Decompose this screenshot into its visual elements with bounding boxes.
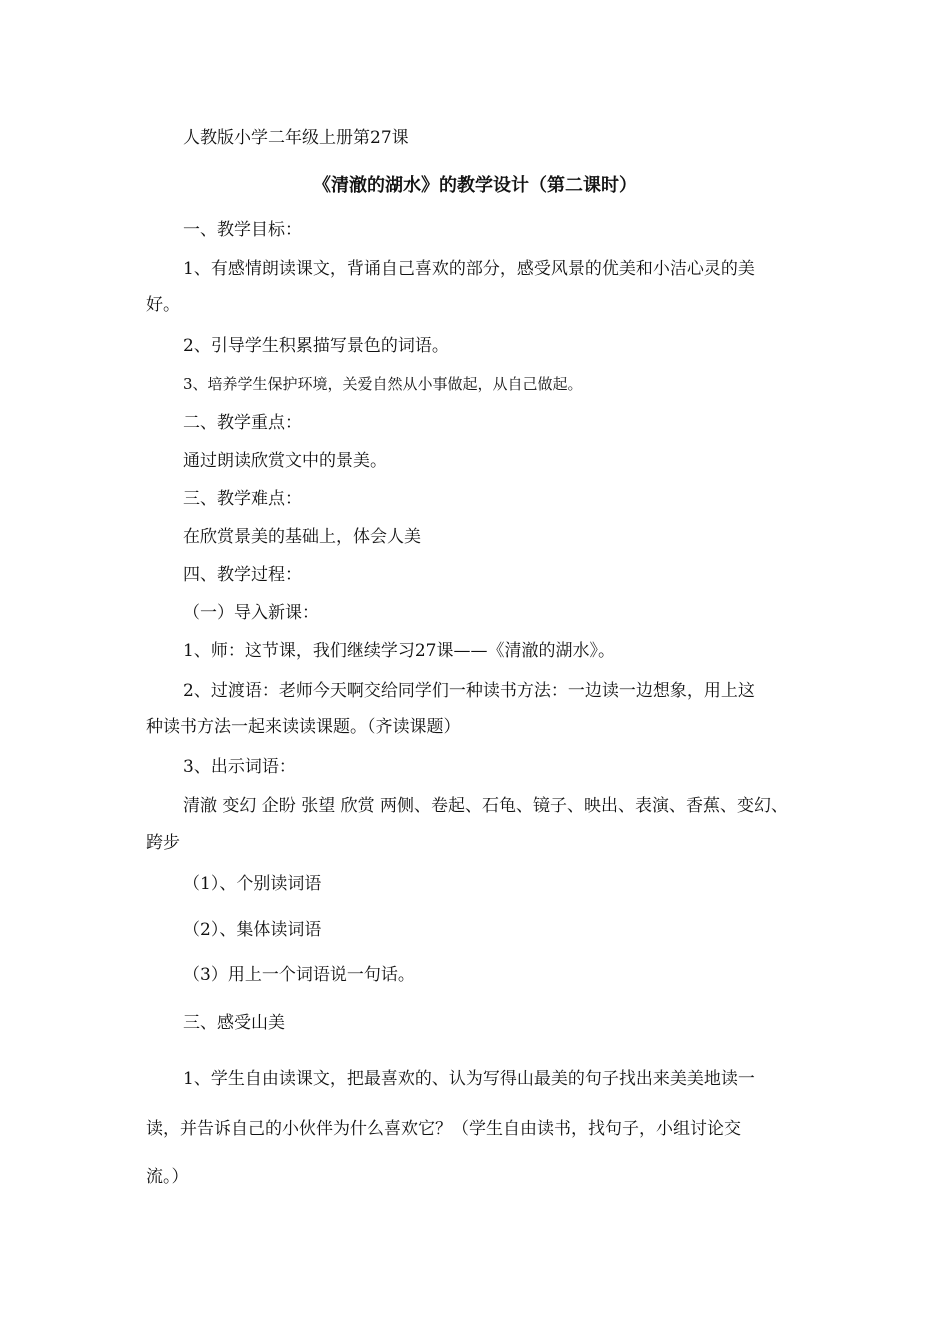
process-heading: 四、教学过程： <box>183 565 302 585</box>
key-heading: 二、教学重点： <box>183 413 302 433</box>
doc-header: 人教版小学二年级上册第27课 <box>183 128 409 148</box>
goals-heading: 一、教学目标： <box>183 220 302 240</box>
intro-step-3: 3、出示词语： <box>183 757 296 777</box>
paragraph-1-line-2: 读，并告诉自己的小伙伴为什么喜欢它？（学生自由读书，找句子，小组讨论交 <box>146 1119 741 1139</box>
goal-2: 2、引导学生积累描写景色的词语。 <box>183 336 449 356</box>
paragraph-1-line-3: 流。） <box>146 1167 189 1187</box>
read-step-3: （3）用上一个词语说一句话。 <box>183 965 415 985</box>
goal-1-line-2: 好。 <box>146 295 180 315</box>
key-text: 通过朗读欣赏文中的景美。 <box>183 451 387 471</box>
paragraph-1-line-1: 1、学生自由读课文，把最喜欢的、认为写得山最美的句子找出来美美地读一 <box>183 1069 755 1089</box>
word-list-line-1: 清澈 变幻 企盼 张望 欣赏 两侧、卷起、石龟、镜子、映出、表演、香蕉、变幻、 <box>183 796 789 816</box>
word-list-line-2: 跨步 <box>146 833 180 853</box>
doc-title: 《清澈的湖水》的教学设计（第二课时） <box>313 175 637 196</box>
goal-1-line-1: 1、有感情朗读课文，背诵自己喜欢的部分，感受风景的优美和小洁心灵的美 <box>183 259 755 279</box>
difficulty-heading: 三、教学难点： <box>183 489 302 509</box>
intro-heading: （一）导入新课： <box>183 603 319 623</box>
read-step-2: （2）、集体读词语 <box>183 920 322 940</box>
section-3-heading: 三、感受山美 <box>183 1013 285 1033</box>
intro-step-1: 1、师：这节课，我们继续学习27课——《清澈的湖水》。 <box>183 641 615 661</box>
intro-step-2-line-1: 2、过渡语：老师今天啊交给同学们一种读书方法：一边读一边想象，用上这 <box>183 681 755 701</box>
read-step-1: （1）、个别读词语 <box>183 874 322 894</box>
goal-3: 3、培养学生保护环境，关爱自然从小事做起，从自己做起。 <box>183 375 583 393</box>
difficulty-text: 在欣赏景美的基础上，体会人美 <box>183 527 421 547</box>
intro-step-2-line-2: 种读书方法一起来读读课题。（齐读课题） <box>146 717 461 737</box>
